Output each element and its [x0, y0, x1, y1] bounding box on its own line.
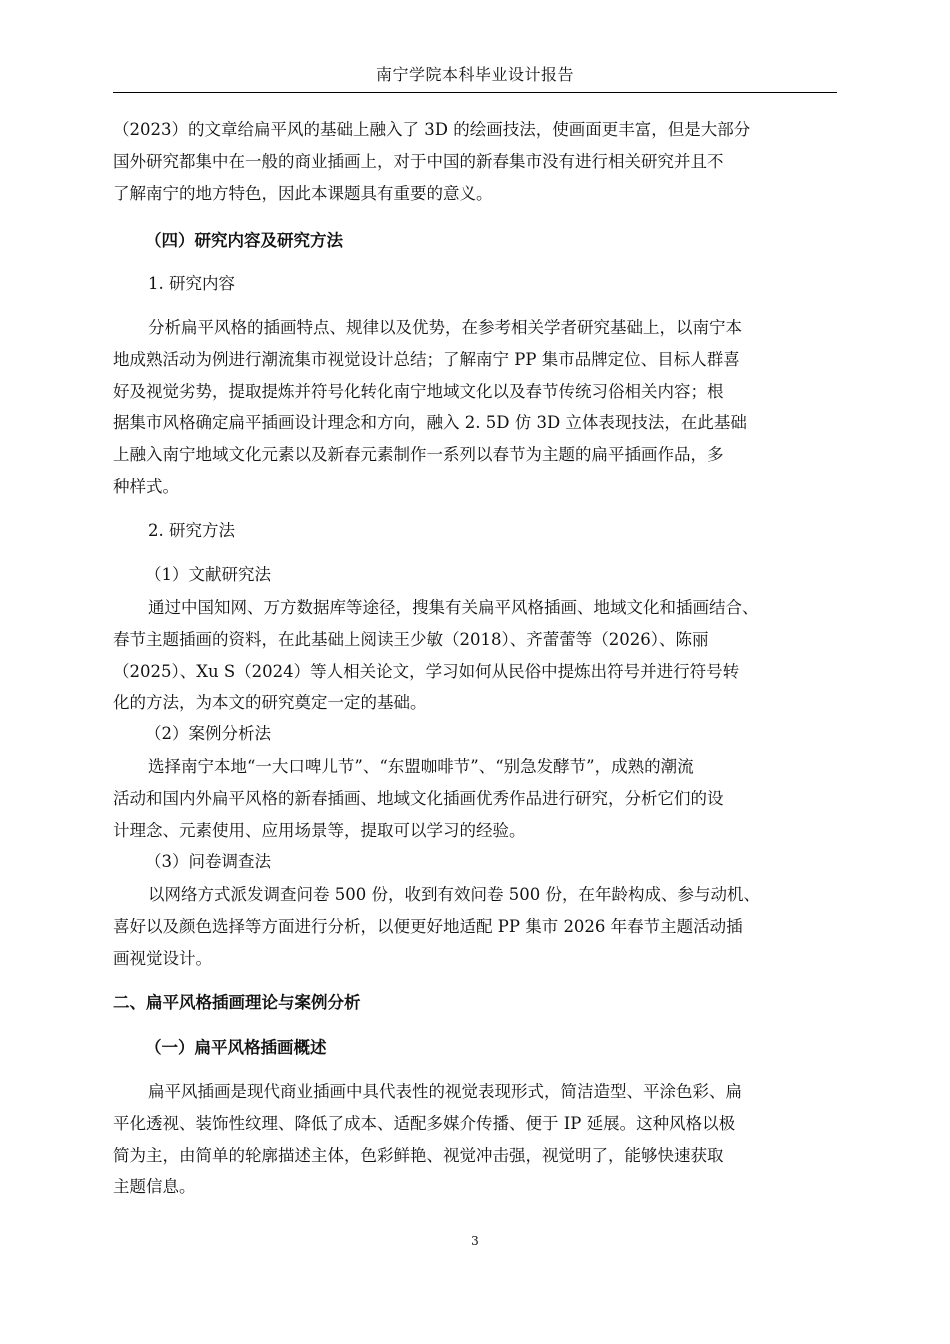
paragraph-line: 简为主，由简单的轮廓描述主体，色彩鲜艳、视觉冲击强，视觉明了，能够快速获取 — [113, 1146, 724, 1165]
paragraph-line: 平化透视、装饰性纹理、降低了成本、适配多媒介传播、便于 IP 延展。这种风格以极 — [113, 1114, 736, 1133]
method-heading: （1）文献研究法 — [145, 565, 271, 584]
section-heading: （一）扁平风格插画概述 — [145, 1038, 327, 1057]
paragraph-line: 春节主题插画的资料，在此基础上阅读王少敏（2018）、齐蕾蕾等（2026）、陈丽 — [113, 630, 709, 649]
method-heading: （3）问卷调查法 — [145, 852, 271, 871]
paragraph-line: 喜好以及颜色选择等方面进行分析，以便更好地适配 PP 集市 2026 年春节主题活动插 — [113, 917, 743, 936]
paragraph-line: 国外研究都集中在一般的商业插画上，对于中国的新春集市没有进行相关研究并且不 — [113, 152, 724, 171]
paragraph-line: 通过中国知网、万方数据库等途径，搜集有关扁平风格插画、地域文化和插画结合、 — [148, 598, 759, 617]
paragraph-line: （2025）、Xu S（2024）等人相关论文，学习如何从民俗中提炼出符号并进行符号转 — [113, 662, 740, 681]
subsection-heading: 1. 研究内容 — [148, 274, 235, 293]
chapter-heading: 二、扁平风格插画理论与案例分析 — [113, 993, 361, 1012]
method-heading: （2）案例分析法 — [145, 724, 271, 743]
paragraph-line: 扁平风插画是现代商业插画中具代表性的视觉表现形式，简洁造型、平涂色彩、扁 — [148, 1082, 742, 1101]
running-header-title: 南宁学院本科毕业设计报告 — [375, 65, 574, 84]
page-number: 3 — [471, 1234, 479, 1248]
paragraph-line: 了解南宁的地方特色，因此本课题具有重要的意义。 — [113, 184, 493, 203]
paragraph-line: 主题信息。 — [113, 1177, 196, 1196]
paragraph-line: 上融入南宁地域文化元素以及新春元素制作一系列以春节为主题的扁平插画作品，多 — [113, 445, 724, 464]
paragraph-line: （2023）的文章给扁平风的基础上融入了 3D 的绘画技法，使画面更丰富，但是大部分 — [113, 120, 751, 139]
header-rule — [113, 92, 837, 93]
paragraph-line: 种样式。 — [113, 477, 179, 496]
paragraph-line: 计理念、元素使用、应用场景等，提取可以学习的经验。 — [113, 821, 526, 840]
paragraph-line: 以网络方式派发调查问卷 500 份，收到有效问卷 500 份，在年龄构成、参与动机、 — [148, 885, 760, 904]
paragraph-line: 好及视觉劣势，提取提炼并符号化转化南宁地域文化以及春节传统习俗相关内容；根 — [113, 382, 724, 401]
paragraph-line: 活动和国内外扁平风格的新春插画、地域文化插画优秀作品进行研究，分析它们的设 — [113, 789, 724, 808]
paragraph-line: 选择南宁本地“一大口啤儿节”、“东盟咖啡节”、“别急发酵节”，成熟的潮流 — [148, 757, 694, 776]
paragraph-line: 画视觉设计。 — [113, 949, 212, 968]
section-heading: （四）研究内容及研究方法 — [145, 231, 343, 250]
paragraph-line: 化的方法，为本文的研究奠定一定的基础。 — [113, 693, 427, 712]
paragraph-line: 地成熟活动为例进行潮流集市视觉设计总结；了解南宁 PP 集市品牌定位、目标人群喜 — [113, 350, 740, 369]
paragraph-line: 分析扁平风格的插画特点、规律以及优势，在参考相关学者研究基础上，以南宁本 — [148, 318, 742, 337]
paragraph-line: 据集市风格确定扁平插画设计理念和方向，融入 2. 5D 仿 3D 立体表现技法，在此基础 — [113, 413, 747, 432]
subsection-heading: 2. 研究方法 — [148, 521, 235, 540]
